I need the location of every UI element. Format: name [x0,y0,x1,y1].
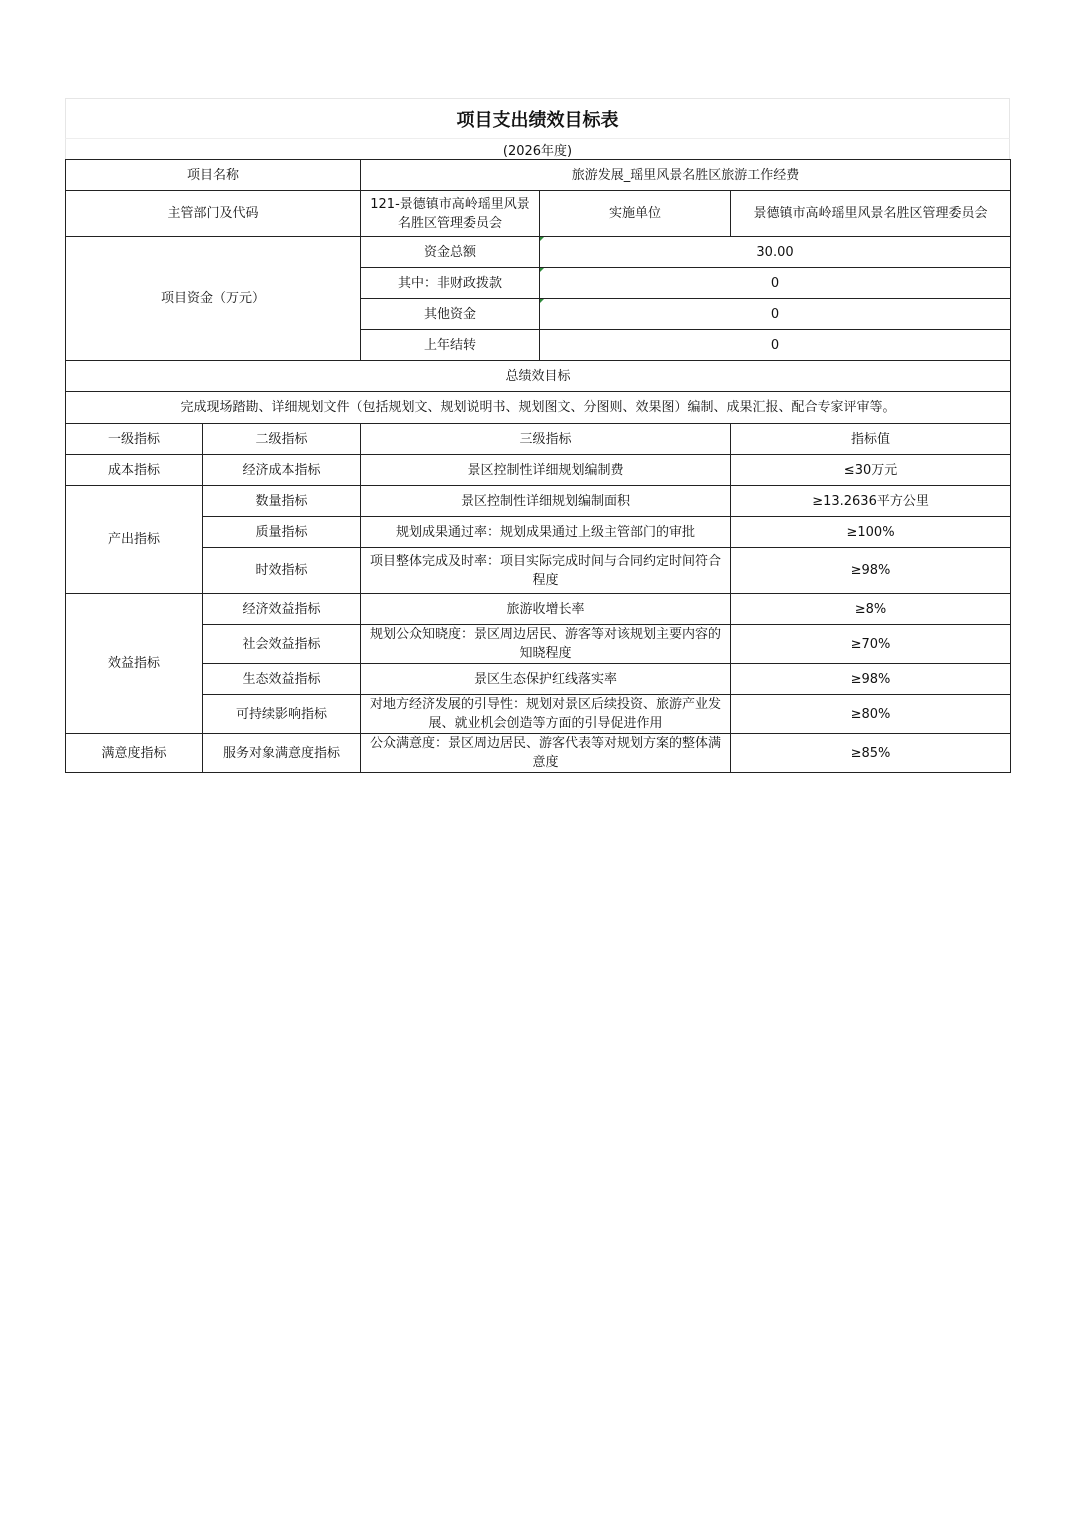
indicator-value: ≥70% [731,625,1011,664]
department-label: 主管部门及代码 [66,191,361,237]
goal-header-row [66,361,1011,392]
funds-row-label: 其中：非财政拨款 [361,268,540,299]
level3-indicator: 景区生态保护红线落实率 [361,664,731,695]
project-name-value: 旅游发展_瑶里风景名胜区旅游工作经费 [361,160,1011,191]
indicator-value: ≥98% [731,664,1011,695]
level3-indicator: 对地方经济发展的引导性：规划对景区后续投资、旅游产业发展、就业机会创造等方面的引导促进作用 [361,695,731,734]
level3-indicator: 景区控制性详细规划编制费 [361,455,731,486]
level2-indicator: 服务对象满意度指标 [203,734,361,773]
header-level1: 一级指标 [66,424,203,455]
goal-text-row [66,392,1011,424]
level1-indicator: 效益指标 [66,594,203,734]
performance-table [65,159,1011,773]
goal-text: 完成现场踏勘、详细规划文件（包括规划文、规划说明书、规划图文、分图则、效果图）编制、成果汇报、配合专家评审等。 [66,392,1011,424]
project-name-label: 项目名称 [66,160,361,191]
funds-row-label: 其他资金 [361,299,540,330]
header-level3: 三级指标 [361,424,731,455]
funds-row-value: 30.00 [540,237,1011,268]
indicator-row [66,486,1011,517]
indicator-value: ≥80% [731,695,1011,734]
level3-indicator: 规划公众知晓度：景区周边居民、游客等对该规划主要内容的知晓程度 [361,625,731,664]
funds-row-value: 0 [540,299,1011,330]
level3-indicator: 旅游收增长率 [361,594,731,625]
indicator-value: ≥98% [731,548,1011,594]
level2-indicator: 时效指标 [203,548,361,594]
level2-indicator: 经济效益指标 [203,594,361,625]
goal-label: 总绩效目标 [66,361,1011,392]
indicator-value: ≥85% [731,734,1011,773]
header-value: 指标值 [731,424,1011,455]
funds-row [66,237,1011,268]
header-level2: 二级指标 [203,424,361,455]
funds-row-label: 资金总额 [361,237,540,268]
department-value: 121-景德镇市高岭瑶里风景名胜区管理委员会 [361,191,540,237]
level2-indicator: 经济成本指标 [203,455,361,486]
level3-indicator: 项目整体完成及时率：项目实际完成时间与合同约定时间符合程度 [361,548,731,594]
department-row [66,191,1011,237]
level2-indicator: 社会效益指标 [203,625,361,664]
indicator-row [66,455,1011,486]
indicator-value: ≥13.2636平方公里 [731,486,1011,517]
level3-indicator: 景区控制性详细规划编制面积 [361,486,731,517]
level2-indicator: 生态效益指标 [203,664,361,695]
indicator-row [66,517,1011,548]
indicator-header-row [66,424,1011,455]
level3-indicator: 公众满意度：景区周边居民、游客代表等对规划方案的整体满意度 [361,734,731,773]
level2-indicator: 质量指标 [203,517,361,548]
level1-indicator: 产出指标 [66,486,203,594]
funds-label: 项目资金（万元） [66,237,361,361]
funds-row-label: 上年结转 [361,330,540,361]
funds-row-value: 0 [540,330,1011,361]
indicator-value: ≥100% [731,517,1011,548]
level3-indicator: 规划成果通过率：规划成果通过上级主管部门的审批 [361,517,731,548]
implementing-unit-value: 景德镇市高岭瑶里风景名胜区管理委员会 [731,191,1011,237]
indicator-row [66,695,1011,734]
performance-target-sheet [65,98,1010,773]
indicator-row [66,664,1011,695]
sheet-year: (2026年度) [65,138,1010,159]
project-name-row [66,160,1011,191]
level2-indicator: 可持续影响指标 [203,695,361,734]
sheet-title: 项目支出绩效目标表 [65,98,1010,138]
level1-indicator: 成本指标 [66,455,203,486]
level1-indicator: 满意度指标 [66,734,203,773]
indicator-row [66,548,1011,594]
indicator-value: ≥8% [731,594,1011,625]
indicator-value: ≤30万元 [731,455,1011,486]
level2-indicator: 数量指标 [203,486,361,517]
funds-row-value: 0 [540,268,1011,299]
indicator-row [66,734,1011,773]
implementing-unit-label: 实施单位 [540,191,731,237]
indicator-row [66,594,1011,625]
indicator-row [66,625,1011,664]
